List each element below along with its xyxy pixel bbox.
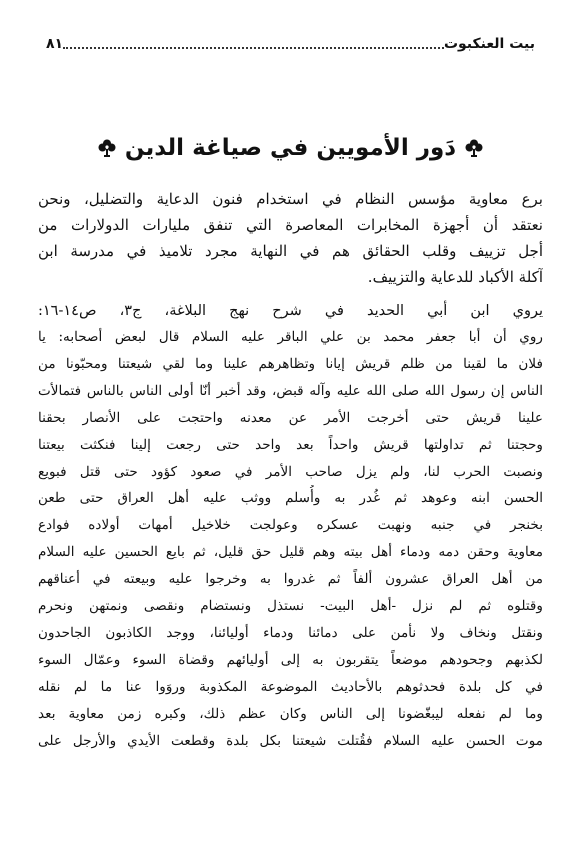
source-citation: يروي ابن أبي الحديد في شرح نهج البلاغة، ج٣، ص١٤-١٦:	[38, 303, 543, 319]
running-title: بيت العنكبوت	[443, 36, 535, 52]
body-line: روي أن أبا جعفر محمد بن علي الباقر عليه السلام قال لبعض أصحابه: يا	[38, 329, 543, 345]
body-line: الحسن ابنه وعوهد ثم غُدر به وأُسلم ووثب عليه أهل العراق حتى طعن	[38, 490, 543, 507]
body-line: لكذبهم وجحودهم موضعاً يتقربون به إلى أوليائهم وقضاة السوء وعمّال السوء	[38, 651, 543, 668]
chapter-heading	[38, 128, 543, 168]
book-page	[38, 34, 543, 755]
body-line: وقتلوه ثم لم نزل -أهل البيت- نستذل ونستضام ونقصى ونمتهن ونحرم	[38, 598, 543, 615]
intro-line: نعتقد أن أجهزة المخابرات المعاصرة التي تنفق مليارات الدولارات من	[38, 216, 543, 234]
intro-line: برع معاوية مؤسس النظام في استخدام فنون الدعاية والتضليل، ونحن	[38, 190, 543, 208]
body-line: وحجتنا ثم تداولتها قريش واحداً بعد واحد حتى رجعت إلينا فنكثت بيعتنا	[38, 436, 543, 453]
body-line: ونصبت الحرب لنا، ولم يزل صاحب الأمر في صعود كؤود حتى قتل فبويع	[38, 463, 543, 480]
intro-paragraph	[38, 186, 543, 290]
body-line: فلان ما لقينا من ظلم قريش إيانا وتظاهرهم علينا وما لقي شيعتنا ومحبّونا من	[38, 355, 543, 372]
chapter-title: دَور الأمويين في صياغة الدين	[124, 135, 457, 161]
body-line: ونقتل ونخاف ولا نأمن على دمائنا ودماء أوليائنا، ووجد الكاذبون الجاحدون	[38, 624, 543, 641]
page-number: ٨١	[46, 36, 64, 52]
body-line: وما لم نفعله ليبغّضونا إلى الناس وكان عظم ذلك، وكبره زمن معاوية بعد	[38, 705, 543, 722]
flower-ornament-icon	[464, 138, 484, 158]
body-line: علينا قريش حتى أخرجت الأمر عن معدنه واحتجت على الأنصار بحقنا	[38, 409, 543, 426]
body-line: بخنجر في جنبه ونهبت عسكره وعولجت خلاخيل أمهات أولاده فوادع	[38, 517, 543, 534]
header-dotted-leader	[63, 46, 444, 49]
body-line: موت الحسن عليه السلام فقُتلت شيعتنا بكل بلدة وقطعت الأيدي والأرجل على	[38, 732, 543, 749]
intro-line: أجل تزييف وقلب الحقائق هم في النهاية مجرد تلاميذ في مدرسة ابن	[38, 242, 543, 260]
intro-line: آكلة الأكباد للدعاية والتزييف.	[367, 268, 543, 286]
body-line: الناس إن رسول الله صلى الله عليه وآله قبض، وقد أخبر أنّا أولى الناس بالناس فتمالأت	[38, 382, 543, 399]
body-line: من أهل العراق عشرون ألفاً ثم غدروا به وخرجوا عليه وبيعته في أعناقهم	[38, 571, 543, 588]
running-header	[38, 34, 543, 54]
quoted-narration	[38, 324, 543, 755]
body-line: في كل بلدة فحدثوهم بالأحاديث الموضوعة المكذوبة وروَوا عنا ما لم نقله	[38, 678, 543, 695]
flower-ornament-icon	[97, 138, 117, 158]
body-line: معاوية وحقن دمه ودماء أهل بيته وهم قليل حق قليل، ثم بايع الحسين عليه السلام	[38, 544, 543, 561]
